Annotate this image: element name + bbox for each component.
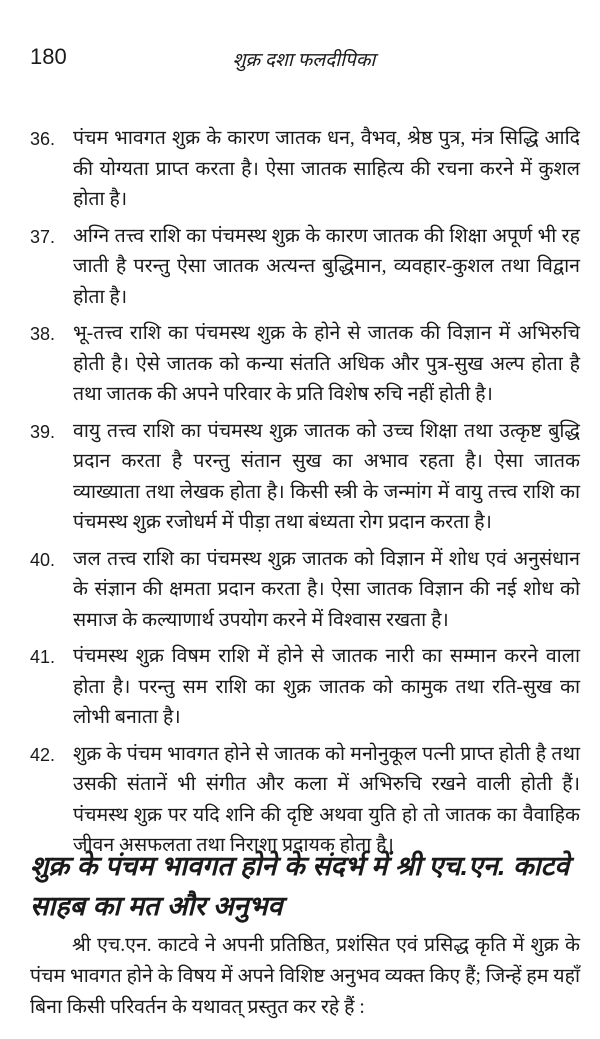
page-header — [30, 44, 578, 74]
item-number: 38. — [30, 324, 56, 344]
item-number: 40. — [30, 549, 56, 570]
body-paragraph: श्री एच.एन. काटवे ने अपनी प्रतिष्ठित, प्रशंसित एवं प्रसिद्ध कृति में शुक्र के पंचम भावगत होने के विषय में अपने विशिष्ट अनुभव व्यक्त किए हैं; जिन्हें हम यहाँ बिना किसी परिवर्तन के यथावत् प्रस्तुत कर रहे हैं : — [30, 935, 580, 1018]
list-item — [30, 124, 580, 216]
item-text: पंचम भावगत शुक्र के कारण जातक धन, वैभव, श्रेष्ठ पुत्र, मंत्र सिद्धि आदि की योग्यता प्राप्त करता है। ऐसा जातक साहित्य की रचना करने में कुशल होता है। — [73, 128, 580, 210]
list-item — [30, 545, 580, 637]
item-number: 39. — [30, 421, 56, 442]
item-text: अग्नि तत्त्व राशि का पंचमस्थ शुक्र के कारण जातक की शिक्षा अपूर्ण भी रह जाती है परन्तु ऐसा जातक अत्यन्त बुद्धिमान, व्यवहार-कुशल तथा विद्वान होता है। — [73, 225, 580, 308]
list-item — [30, 642, 580, 734]
section-heading: शुक्र के पंचम भावगत होने के संदर्भ में श्री एच.एन. काटवे साहब का मत और अनुभव — [30, 851, 570, 921]
item-number: 42. — [30, 744, 56, 765]
list-item — [30, 417, 580, 539]
item-text: शुक्र के पंचम भावगत होने से जातक को मनोनुकूल पत्नी प्राप्त होती है तथा उसकी संतानें भी संगीत और कला में अभिरुचि रखने वाली होती हैं। पंचमस्थ शुक्र पर यदि शनि की दृष्टि अथवा युति हो तो जातक का वैवाहिक जीवन असफलता तथा निराशा प्रदायक होता है। — [73, 743, 580, 856]
item-text: जल तत्त्व राशि का पंचमस्थ शुक्र जातक को विज्ञान में शोध एवं अनुसंधान के संज्ञान की क्षमता प्रदान करता है। ऐसा जातक विज्ञान की नई शोध को समाज के कल्याणार्थ उपयोग करने में विश्वास रखता है। — [73, 548, 580, 631]
item-text: भू-तत्त्व राशि का पंचमस्थ शुक्र के होने से जातक की विज्ञान में अभिरुचि होती है। ऐसे जातक को कन्या संतति अधिक और पुत्र-सुख अल्प होता है तथा जातक की अपने परिवार के प्रति विशेष रुचि नहीं होती है। — [73, 323, 580, 405]
numbered-list — [30, 124, 580, 868]
running-title: शुक्र दशा फलदीपिका — [232, 50, 376, 71]
item-number: 41. — [30, 647, 56, 667]
item-text: पंचमस्थ शुक्र विषम राशि में होने से जातक नारी का सम्मान करने वाला होता है। परन्तु सम राशि का शुक्र जातक को कामुक तथा रति-सुख का लोभी बनाता है। — [73, 646, 580, 728]
item-text: वायु तत्त्व राशि का पंचमस्थ शुक्र जातक को उच्च शिक्षा तथा उत्कृष्ट बुद्धि प्रदान करता है परन्तु संतान सुख का अभाव रहता है। ऐसा जातक व्याख्याता तथा लेखक होता है। किसी स्त्री के जन्मांग में वायु तत्त्व राशि का पंचमस्थ शुक्र रजोधर्म में पीड़ा तथा बंध्यता रोग प्रदान करता है। — [73, 420, 580, 533]
list-item — [30, 319, 580, 411]
item-number: 37. — [30, 226, 56, 247]
list-item — [30, 222, 580, 314]
list-item — [30, 740, 580, 862]
item-number: 36. — [30, 129, 56, 149]
page-number: 180 — [30, 44, 67, 69]
